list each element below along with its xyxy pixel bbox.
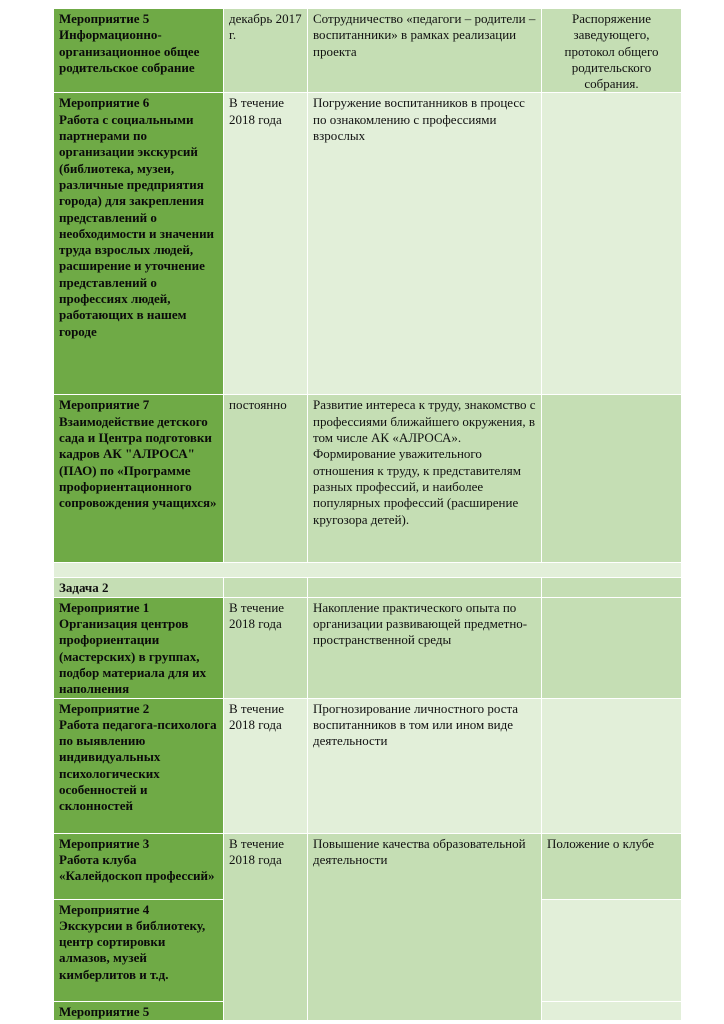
date-cell: В течение 2018 года (224, 597, 308, 698)
date-cell: постоянно (224, 395, 308, 563)
task-row (54, 578, 682, 597)
event-cell: Мероприятие 4 Экскурсии в библиотеку, центр сортировки алмазов, музей кимберлитов и т.д. (54, 899, 224, 1001)
date-cell: В течение 2018 года (224, 833, 308, 1020)
event-cell: Мероприятие 6 Работа с социальными партнерами по организации экскурсий (библиотека, музеи, различные предприятия города) для закрепления представлений о необходимости и значении труда взрослых людей, расширение и уточнение представлений о профессиях людей, работающих в нашем городе (54, 93, 224, 395)
event-cell: Мероприятие 5 (54, 1001, 224, 1020)
content-cell: Сотрудничество «педагоги – родители – воспитанники» в рамках реализации проекта (308, 9, 542, 93)
result-cell (542, 597, 682, 698)
date-cell: В течение 2018 года (224, 93, 308, 395)
content-cell: Прогнозирование личностного роста воспитанников в том или ином виде деятельности (308, 698, 542, 833)
result-cell (542, 1001, 682, 1020)
content-cell: Развитие интереса к труду, знакомство с профессиями ближайшего окружения, в том числе АК «АЛРОСА». Формирование уважительного отношения к труду, к представителям разных профессий, и наиболее популярных профессий (расширение кругозора детей). (308, 395, 542, 563)
event-cell: Мероприятие 3 Работа клуба «Калейдоскоп профессий» (54, 833, 224, 899)
result-cell (542, 899, 682, 1001)
table-row (54, 698, 682, 833)
table-row (54, 833, 682, 899)
date-cell: В течение 2018 года (224, 698, 308, 833)
result-cell: Положение о клубе (542, 833, 682, 899)
event-cell: Мероприятие 5 Информационно-организационное общее родительское собрание (54, 9, 224, 93)
event-cell: Мероприятие 2 Работа педагога-психолога по выявлению индивидуальных психологических особенностей и склонностей (54, 698, 224, 833)
result-cell: Распоряжение заведующего, протокол общего родительского собрания. (542, 9, 682, 93)
plan-table (53, 8, 682, 1021)
empty-cell (308, 578, 542, 597)
table-row (54, 9, 682, 93)
task-label: Задача 2 (54, 578, 224, 597)
result-cell (542, 93, 682, 395)
result-cell (542, 395, 682, 563)
date-cell: декабрь 2017 г. (224, 9, 308, 93)
empty-cell (542, 578, 682, 597)
table-row (54, 395, 682, 563)
empty-cell (224, 578, 308, 597)
result-cell (542, 698, 682, 833)
content-cell: Накопление практического опыта по организации развивающей предметно-пространственной среды (308, 597, 542, 698)
content-cell: Повышение качества образовательной деятельности (308, 833, 542, 1020)
table-row (54, 93, 682, 395)
event-cell: Мероприятие 1 Организация центров профориентации (мастерских) в группах, подбор материала для их наполнения (54, 597, 224, 698)
content-cell: Погружение воспитанников в процесс по ознакомлению с профессиями взрослых (308, 93, 542, 395)
table-row (54, 563, 682, 578)
table-row (54, 597, 682, 698)
event-cell: Мероприятие 7 Взаимодействие детского сада и Центра подготовки кадров АК "АЛРОСА" (ПАО) по «Программе профориентационного сопровождения учащихся» (54, 395, 224, 563)
spacer-cell (54, 563, 682, 578)
